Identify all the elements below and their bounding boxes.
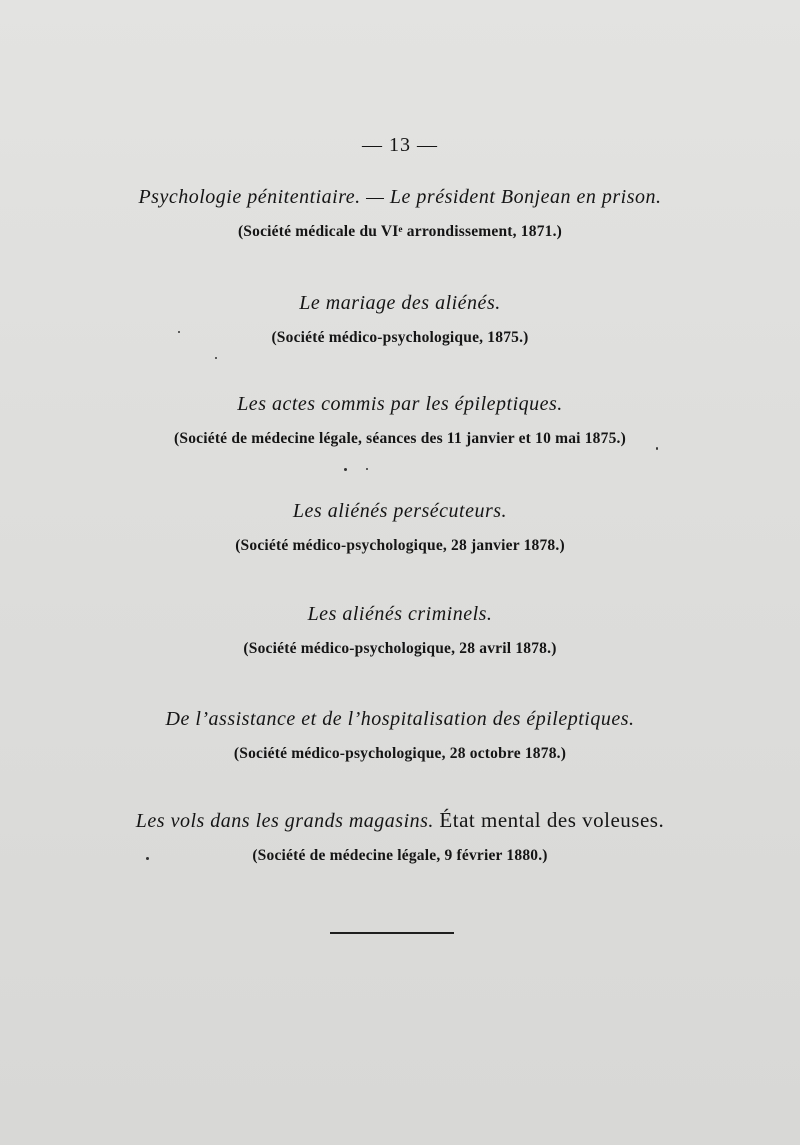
bibliography-entry xyxy=(0,393,800,448)
entry-source: (Société médico-psychologique, 1875.) xyxy=(271,329,529,346)
entry-title-italic: Les vols dans les grands magasins. xyxy=(135,810,434,832)
entry-title: Le mariage des aliénés. xyxy=(299,292,501,314)
entry-title: Psychologie pénitentiaire. — Le président Bonjean en prison. xyxy=(138,186,662,208)
entry-title-roman: État mental des voleuses. xyxy=(439,808,665,832)
entry-title: Les aliénés persécuteurs. xyxy=(292,500,508,522)
entry-source: (Société médicale du VIᵉ arrondissement, 1871.) xyxy=(237,223,563,240)
entry-title xyxy=(0,808,800,833)
bibliography-entry xyxy=(0,808,800,865)
bibliography-entry xyxy=(0,186,800,241)
closing-rule xyxy=(330,932,454,934)
bibliography-entry xyxy=(0,708,800,763)
bibliography-entry xyxy=(0,603,800,658)
entry-source: (Société médico-psychologique, 28 janvier 1878.) xyxy=(235,537,565,554)
entry-title: Les actes commis par les épileptiques. xyxy=(237,393,563,415)
entry-source: (Société médico-psychologique, 28 octobre 1878.) xyxy=(233,745,567,762)
entry-source: (Société de médecine légale, 9 février 1880.) xyxy=(252,847,548,864)
entry-title: Les aliénés criminels. xyxy=(307,603,493,625)
page-number: — 13 — xyxy=(362,134,438,156)
entry-title: De l’assistance et de l’hospitalisation des épileptiques. xyxy=(165,708,635,730)
bibliography-entry xyxy=(0,500,800,555)
entry-source: (Société de médecine légale, séances des 11 janvier et 10 mai 1875.) xyxy=(174,430,626,447)
entry-source: (Société médico-psychologique, 28 avril 1878.) xyxy=(243,640,557,657)
bibliography-entry xyxy=(0,292,800,347)
